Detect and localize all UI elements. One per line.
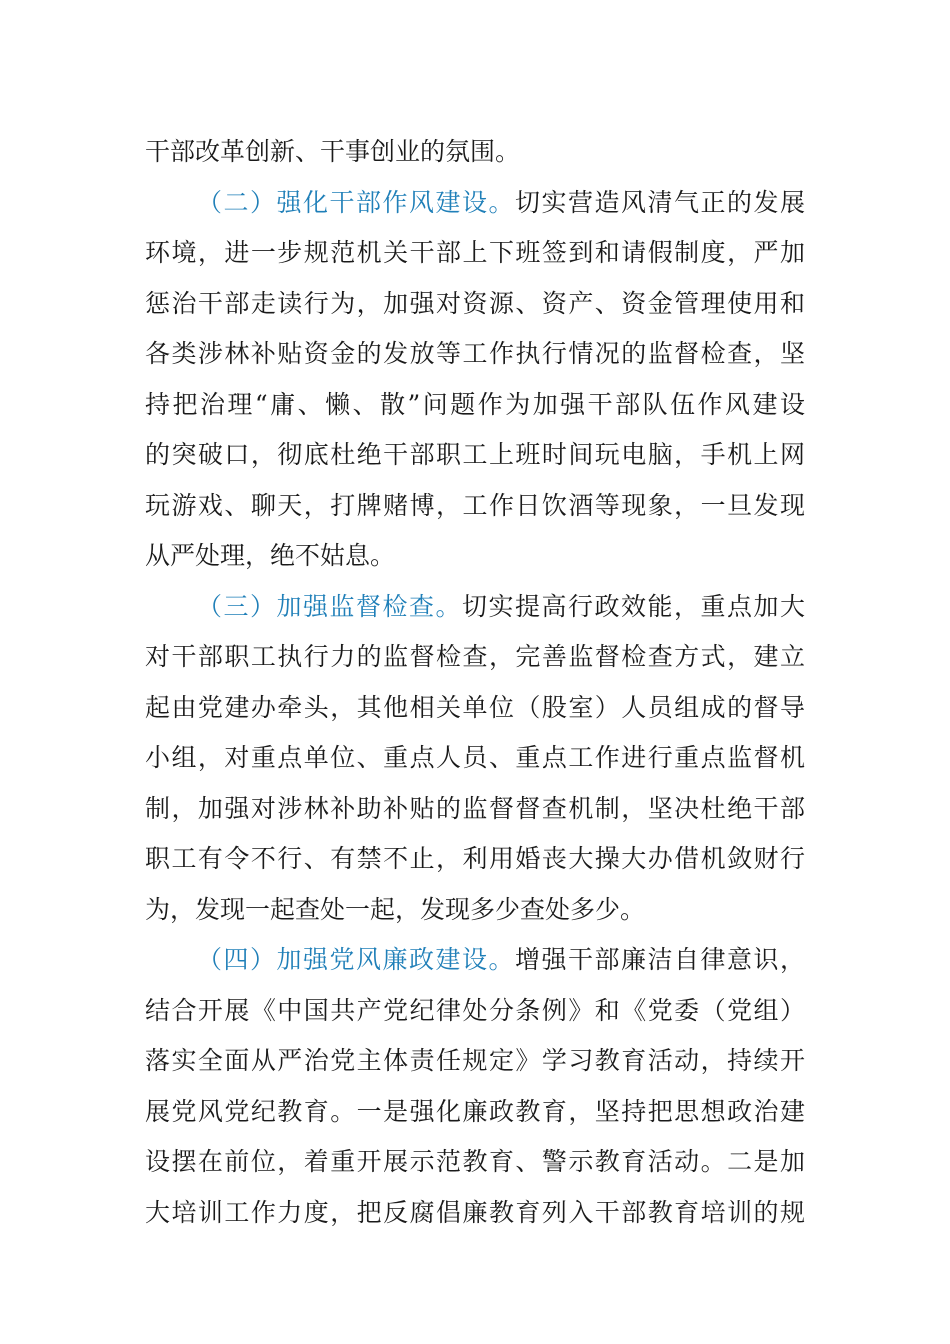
- paragraph-line: 落实全面从严治党主体责任规定》学习教育活动，持续开: [145, 1046, 805, 1075]
- paragraph-line: 持把治理“庸、懒、散”问题作为加强干部队伍作风建设: [145, 389, 805, 419]
- paragraph-line: 环境，进一步规范机关干部上下班签到和请假制度，严加: [145, 238, 805, 267]
- paragraph-line: 惩治干部走读行为，加强对资源、资产、资金管理使用和: [145, 288, 805, 318]
- document-body: [145, 127, 805, 1238]
- paragraph-line: 结合开展《中国共产党纪律处分条例》和《党委（党组）: [145, 995, 805, 1025]
- paragraph-line: 对干部职工执行力的监督检查，完善监督检查方式，建立: [145, 642, 805, 671]
- section-3-heading: （三）加强监督检查。: [197, 591, 462, 621]
- paragraph-line: 各类涉林补贴资金的发放等工作执行情况的监督检查，坚: [145, 339, 805, 368]
- paragraph-line: 起由党建办牵头，其他相关单位（股室）人员组成的督导: [145, 692, 805, 722]
- paragraph-line: 职工有令不行、有禁不止，利用婚丧大操大办借机敛财行: [145, 844, 805, 873]
- paragraph-line: 玩游戏、聊天，打牌赌博，工作日饮酒等现象，一旦发现: [145, 490, 805, 520]
- paragraph-line: 设摆在前位，着重开展示范教育、警示教育活动。二是加: [145, 1147, 805, 1176]
- paragraph-line: 制，加强对涉林补助补贴的监督督查机制，坚决杜绝干部: [145, 793, 805, 823]
- section-2-first-line: [145, 178, 805, 229]
- section-4-text: 增强干部廉洁自律意识，: [514, 945, 805, 974]
- section-4-heading: （四）加强党风廉政建设。: [197, 945, 515, 974]
- paragraph-line: 为，发现一起查处一起，发现多少查处多少。: [145, 894, 646, 924]
- section-3-first-line: [145, 582, 805, 633]
- paragraph-line: 从严处理，绝不姑息。: [145, 541, 396, 570]
- section-4-first-line: [145, 935, 805, 986]
- section-3-text: 切实提高行政效能，重点加大: [462, 591, 805, 621]
- paragraph-line: 干部改革创新、干事创业的氛围。: [145, 137, 521, 166]
- paragraph-line: 的突破口，彻底杜绝干部职工上班时间玩电脑，手机上网: [145, 440, 805, 469]
- paragraph-line: 大培训工作力度，把反腐倡廉教育列入干部教育培训的规: [145, 1197, 805, 1227]
- paragraph-line: 展党风党纪教育。一是强化廉政教育，坚持把思想政治建: [145, 1096, 805, 1126]
- paragraph-line: 小组，对重点单位、重点人员、重点工作进行重点监督机: [145, 743, 805, 772]
- section-2-text: 切实营造风清气正的发展: [514, 187, 805, 217]
- section-2-heading: （二）强化干部作风建设。: [197, 187, 515, 217]
